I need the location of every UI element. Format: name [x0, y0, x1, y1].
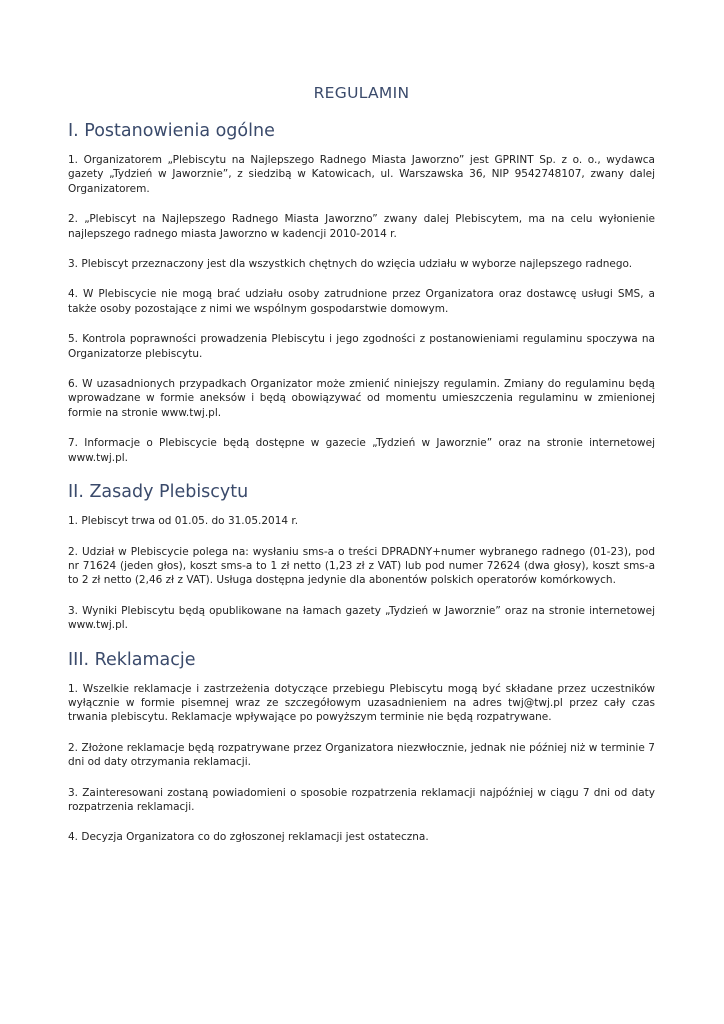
paragraph: 6. W uzasadnionych przypadkach Organizator może zmienić niniejszy regulamin. Zmiany do regulaminu będą wprowadzane w formie aneksów i będą obowiązywać od momentu umieszczenia regulaminu w zmienionej formie na stronie www.twj.pl. — [68, 378, 655, 419]
paragraph: 3. Plebiscyt przeznaczony jest dla wszystkich chętnych do wzięcia udziału w wyborze najlepszego radnego. — [68, 258, 633, 271]
paragraph: 3. Zainteresowani zostaną powiadomieni o sposobie rozpatrzenia reklamacji najpóźniej w ciągu 7 dni od daty rozpatrzenia reklamacji. — [68, 786, 655, 813]
paragraph: 2. Złożone reklamacje będą rozpatrywane przez Organizatora niezwłocznie, jednak nie później niż w terminie 7 dni od daty otrzymania reklamacji. — [68, 741, 655, 769]
paragraph: 1. Plebiscyt trwa od 01.05. do 31.05.2014 r. — [68, 515, 299, 528]
paragraph: 4. Decyzja Organizatora co do zgłoszonej reklamacji jest ostateczna. — [68, 831, 429, 844]
section-heading: III. Reklamacje — [68, 649, 196, 670]
paragraph: 1. Organizatorem „Plebiscytu na Najlepszego Radnego Miasta Jaworzno” jest GPRINT Sp. z o. o., wydawca gazety „Tydzień w Jaworznie”, z siedzibą w Katowicach, ul. Warszawska 36, NIP 9542748107, zwany dalej Organizatorem. — [68, 154, 655, 195]
paragraph: 3. Wyniki Plebiscytu będą opublikowane na łamach gazety „Tydzień w Jaworznie” oraz na stronie internetowej www.twj.pl. — [68, 604, 655, 632]
paragraph: 4. W Plebiscycie nie mogą brać udziału osoby zatrudnione przez Organizatora oraz dostawcę usługi SMS, a także osoby pozostające z nimi we wspólnym gospodarstwie domowym. — [68, 288, 655, 315]
paragraph: 2. „Plebiscyt na Najlepszego Radnego Miasta Jaworzno” zwany dalej Plebiscytem, ma na celu wyłonienie najlepszego radnego miasta Jaworzno w kadencji 2010-2014 r. — [68, 213, 655, 240]
section-general-provisions — [68, 120, 655, 465]
section-heading: I. Postanowienia ogólne — [68, 121, 275, 141]
document-page — [68, 84, 655, 861]
section-heading: II. Zasady Plebiscytu — [68, 482, 249, 503]
document-title: REGULAMIN — [313, 84, 410, 102]
section-plebiscite-rules — [68, 481, 655, 632]
section-complaints — [68, 649, 655, 845]
paragraph: 7. Informacje o Plebiscycie będą dostępne w gazecie „Tydzień w Jaworznie” oraz na stronie internetowej www.twj.pl. — [68, 437, 655, 464]
paragraph: 1. Wszelkie reklamacje i zastrzeżenia dotyczące przebiegu Plebiscytu mogą być składane przez uczestników wyłącznie w formie pisemnej wraz ze szczegółowym uzasadnieniem na adres twj@twj.pl przez cały czas trwania plebiscytu. Reklamacje wpływające po powyższym terminie nie będą rozpatrywane. — [68, 682, 655, 724]
paragraph: 2. Udział w Plebiscycie polega na: wysłaniu sms-a o treści DPRADNY+numer wybranego radnego (01-23), pod nr 71624 (jeden głos), koszt sms-a to 1 zł netto (1,23 zł z VAT) lub pod numer 72624 (dwa głosy), koszt sms-a to 2 zł netto (2,46 zł z VAT). Usługa dostępna jedynie dla abonentów polskich operatorów komórkowych. — [68, 545, 655, 587]
paragraph: 5. Kontrola poprawności prowadzenia Plebiscytu i jego zgodności z postanowieniami regulaminu spoczywa na Organizatorze plebiscytu. — [68, 333, 655, 360]
